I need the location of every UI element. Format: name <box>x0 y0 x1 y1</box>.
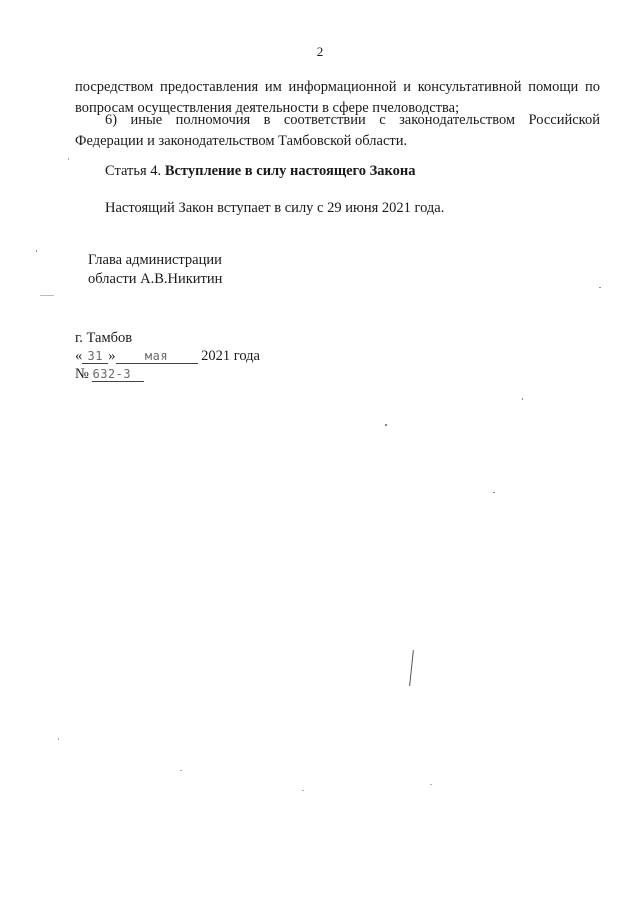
scan-speck <box>599 287 601 288</box>
scan-speck <box>430 784 432 785</box>
item-6-paragraph: 6) иные полномочия в соответствии с законодательством Российской Федерации и законодательством Тамбовской области. <box>75 112 600 149</box>
date-line <box>75 347 260 365</box>
date-close-quote: » <box>108 348 116 364</box>
date-year: 2021 года <box>201 348 260 364</box>
signature-position: Глава администрации <box>88 252 222 268</box>
date-open-quote: « <box>75 348 83 364</box>
continuation-paragraph: посредством предоставления им информационной и консультативной помощи по вопросам осуществления деятельности в сфере пчеловодства; <box>75 79 600 116</box>
date-month: мая <box>116 349 198 364</box>
page-number: 2 <box>316 44 324 59</box>
scan-speck <box>58 738 59 740</box>
scan-speck <box>68 158 69 160</box>
signature-name: области А.В.Никитин <box>88 271 223 287</box>
law-number: 632-З <box>92 367 144 382</box>
scan-mark <box>409 650 414 686</box>
scan-speck <box>522 398 523 400</box>
date-day: 31 <box>82 349 108 364</box>
scan-speck <box>385 424 387 426</box>
scan-speck <box>302 790 304 791</box>
article-prefix: Статья 4. <box>105 163 162 179</box>
signature-block <box>88 251 222 289</box>
scan-speck <box>180 770 182 771</box>
law-number-line <box>75 365 260 383</box>
effective-date-paragraph: Настоящий Закон вступает в силу с 29 июня 2021 года. <box>105 200 445 216</box>
scan-speck <box>36 250 37 252</box>
scan-speck <box>40 295 54 296</box>
number-sign: № <box>75 366 89 382</box>
place-date-block <box>75 329 260 383</box>
article-title: Вступление в силу настоящего Закона <box>164 163 416 179</box>
article-heading <box>105 163 416 180</box>
scan-speck <box>493 492 495 493</box>
city: г. Тамбов <box>75 330 133 346</box>
